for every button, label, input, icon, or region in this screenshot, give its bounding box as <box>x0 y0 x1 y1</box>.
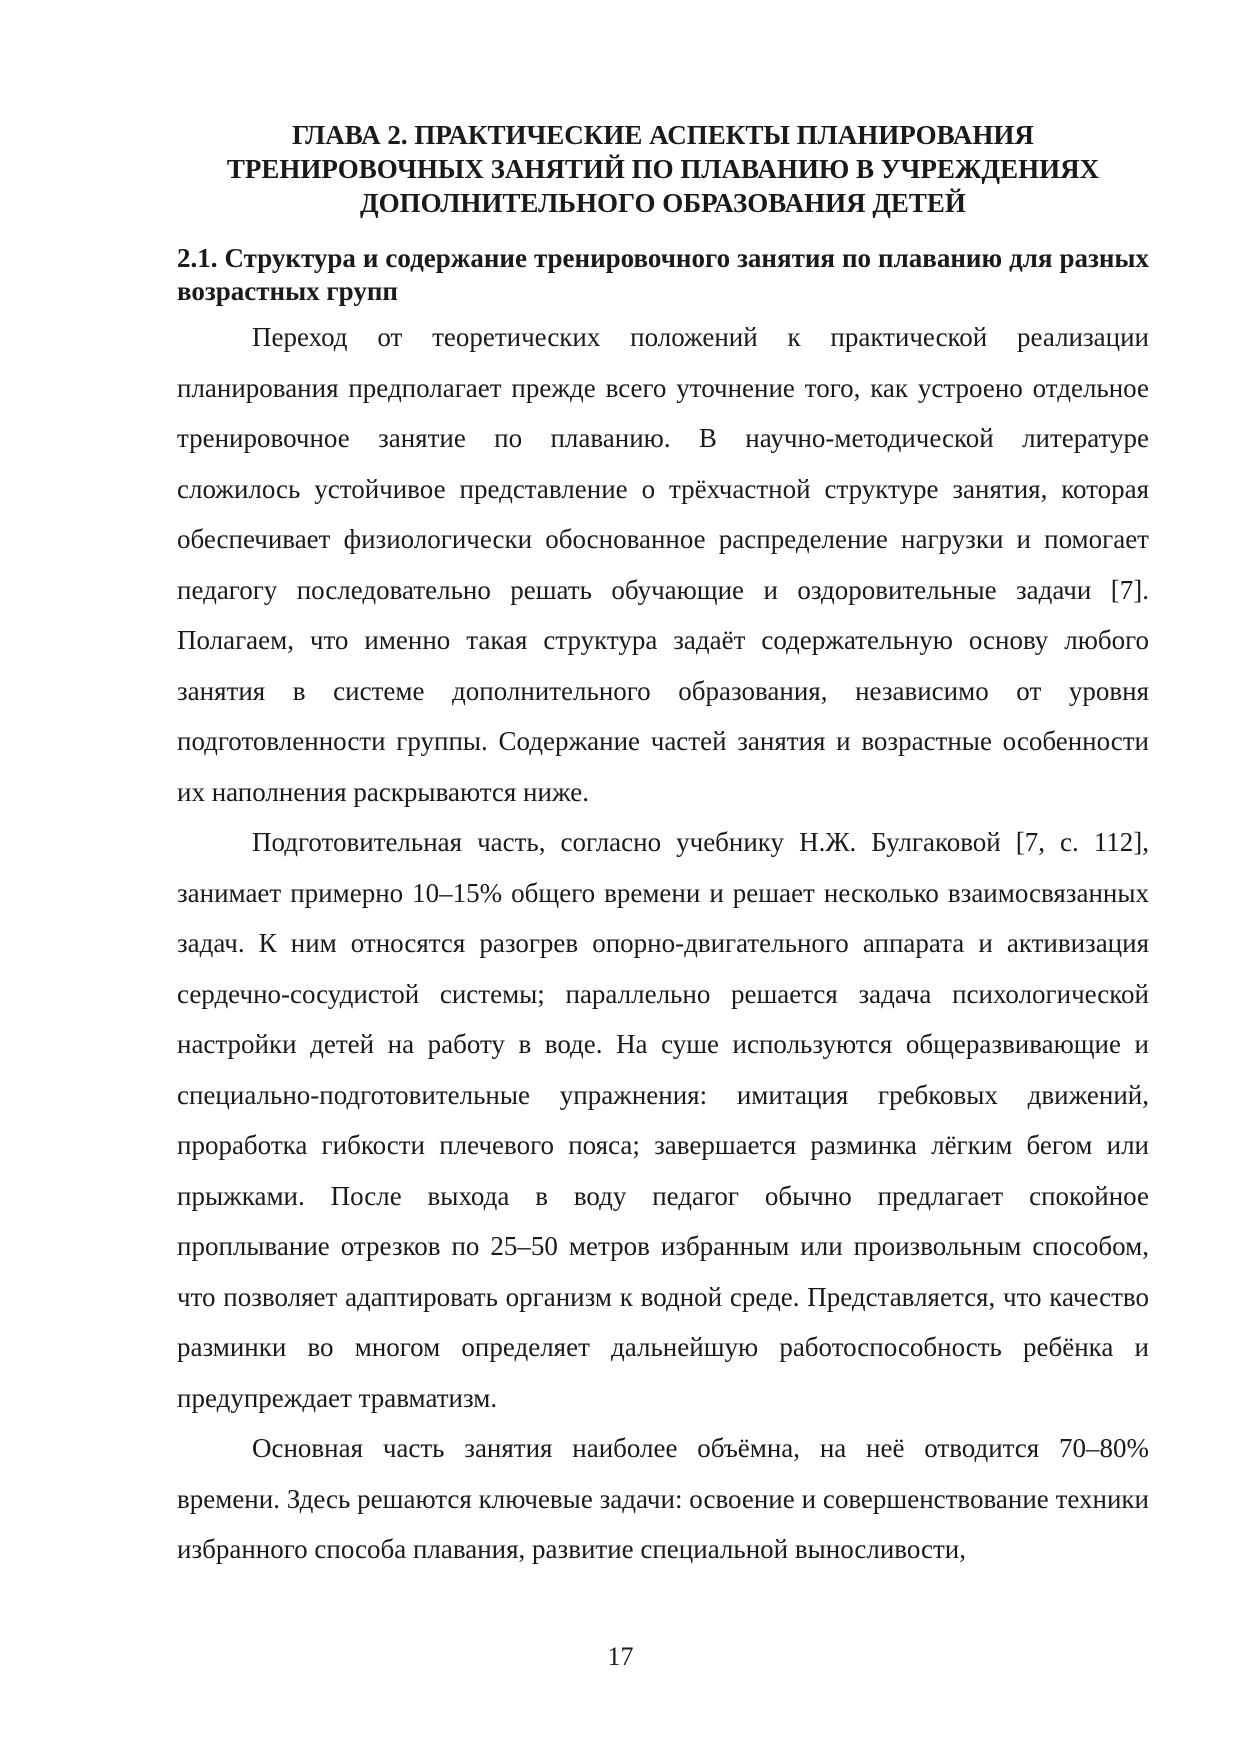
document-page <box>177 118 1149 1575</box>
body-text <box>177 312 1149 1575</box>
chapter-title-line: ТРЕНИРОВОЧНЫХ ЗАНЯТИЙ ПО ПЛАВАНИЮ В УЧРЕЖДЕНИЯХ <box>226 154 1100 184</box>
chapter-title-line: ГЛАВА 2. ПРАКТИЧЕСКИЕ АСПЕКТЫ ПЛАНИРОВАНИЯ <box>292 120 1034 150</box>
chapter-title <box>177 118 1149 220</box>
paragraph: Переход от теоретических положений к практической реализации планирования предполагает прежде всего уточнение того, как устроено отдельное тренировочное занятие по плаванию. В научно-методической литературе сложилось устойчивое представление о трёхчастной структуре занятия, которая обеспечивает физиологически обоснованное распределение нагрузки и помогает педагогу последовательно решать обучающие и оздоровительные задачи [7]. Полагаем, что именно такая структура задаёт содержательную основу любого занятия в системе дополнительного образования, независимо от уровня подготовленности группы. Содержание частей занятия и возрастные особенности их наполнения раскрываются ниже. <box>177 322 1149 807</box>
chapter-title-line: ДОПОЛНИТЕЛЬНОГО ОБРАЗОВАНИЯ ДЕТЕЙ <box>360 188 966 218</box>
page-number: 17 <box>607 1642 634 1671</box>
section-title: 2.1. Структура и содержание тренировочного занятия по плаванию для разных возрастных групп <box>177 243 1149 306</box>
paragraph: Подготовительная часть, согласно учебнику Н.Ж. Булгаковой [7, с. 112], занимает примерно 10–15% общего времени и решает несколько взаимосвязанных задач. К ним относятся разогрев опорно-двигательного аппарата и активизация сердечно-сосудистой системы; параллельно решается задача психологической настройки детей на работу в воде. На суше используются общеразвивающие и специально-подготовительные упражнения: имитация гребковых движений, проработка гибкости плечевого пояса; завершается разминка лёгким бегом или прыжками. После выхода в воду педагог обычно предлагает спокойное проплывание отрезков по 25–50 метров избранным или произвольным способом, что позволяет адаптировать организм к водной среде. Представляется, что качество разминки во многом определяет дальнейшую работоспособность ребёнка и предупреждает травматизм. <box>177 827 1149 1413</box>
paragraph: Основная часть занятия наиболее объёмна, на неё отводится 70–80% времени. Здесь решаются ключевые задачи: освоение и совершенствование техники избранного способа плавания, развитие специальной выносливости, <box>177 1433 1149 1564</box>
